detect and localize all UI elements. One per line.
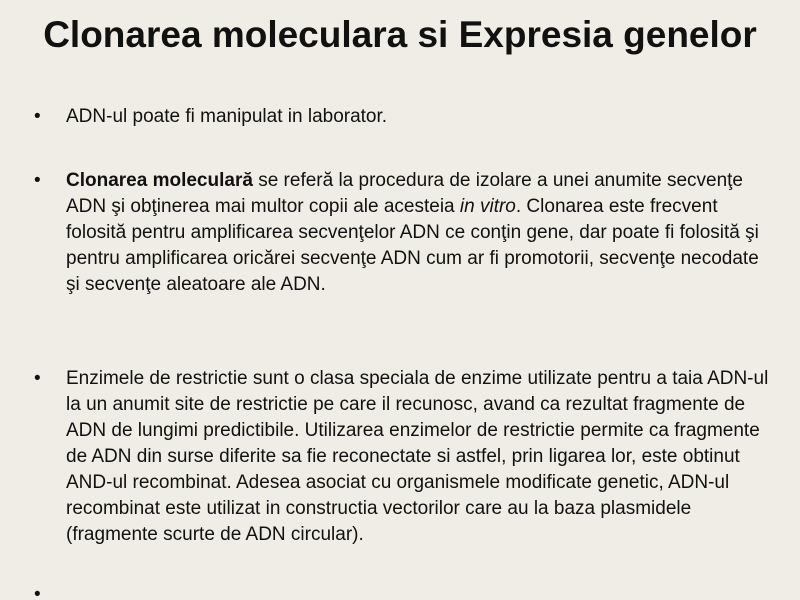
text-segment: se referă la procedura de izolare a unei anumite secvenţe ADN şi obţinerea mai multor copii ale acesteia — [66, 170, 743, 217]
bullet-icon: • — [34, 584, 41, 600]
bullet-icon: • — [34, 170, 41, 191]
bullet-icon: • — [34, 368, 41, 389]
slide-title: Clonarea moleculara si Expresia genelor — [43, 14, 757, 55]
text-segment: . Clonarea este frecvent folosită pentru amplificarea secvenţelor ADN ce conţin gene, dar poate fi folosită şi pentru amplificarea oricărei secvenţe ADN cum ar fi promotorii, secvenţe necodate şi secvenţe aleatoare ale ADN. — [66, 196, 759, 295]
bullet-icon: • — [34, 106, 41, 127]
bullet-text: ADN-ul poate fi manipulat in laborator. — [66, 106, 388, 127]
italic-term: in vitro — [459, 196, 516, 217]
bullet-text — [66, 168, 772, 298]
bullet-text: Enzimele de restrictie sunt o clasa speciala de enzime utilizate pentru a taia ADN-ul la un anumit site de restrictie pe care il recunosc, avand ca rezultat fragmente de ADN de lungimi predictibile. Utilizarea enzimelor de restrictie permite ca fragmente de ADN din surse diferite sa fie reconectate si astfel, prin ligarea lor, este obtinut AND-ul recombinat. Adesea asociat cu organismele modificate genetic, ADN-ul recombinat este utilizat in constructia vectorilor care au la baza plasmidele (fragmente scurte de ADN circular). — [66, 368, 769, 545]
bold-term: Clonarea moleculară — [66, 170, 253, 191]
